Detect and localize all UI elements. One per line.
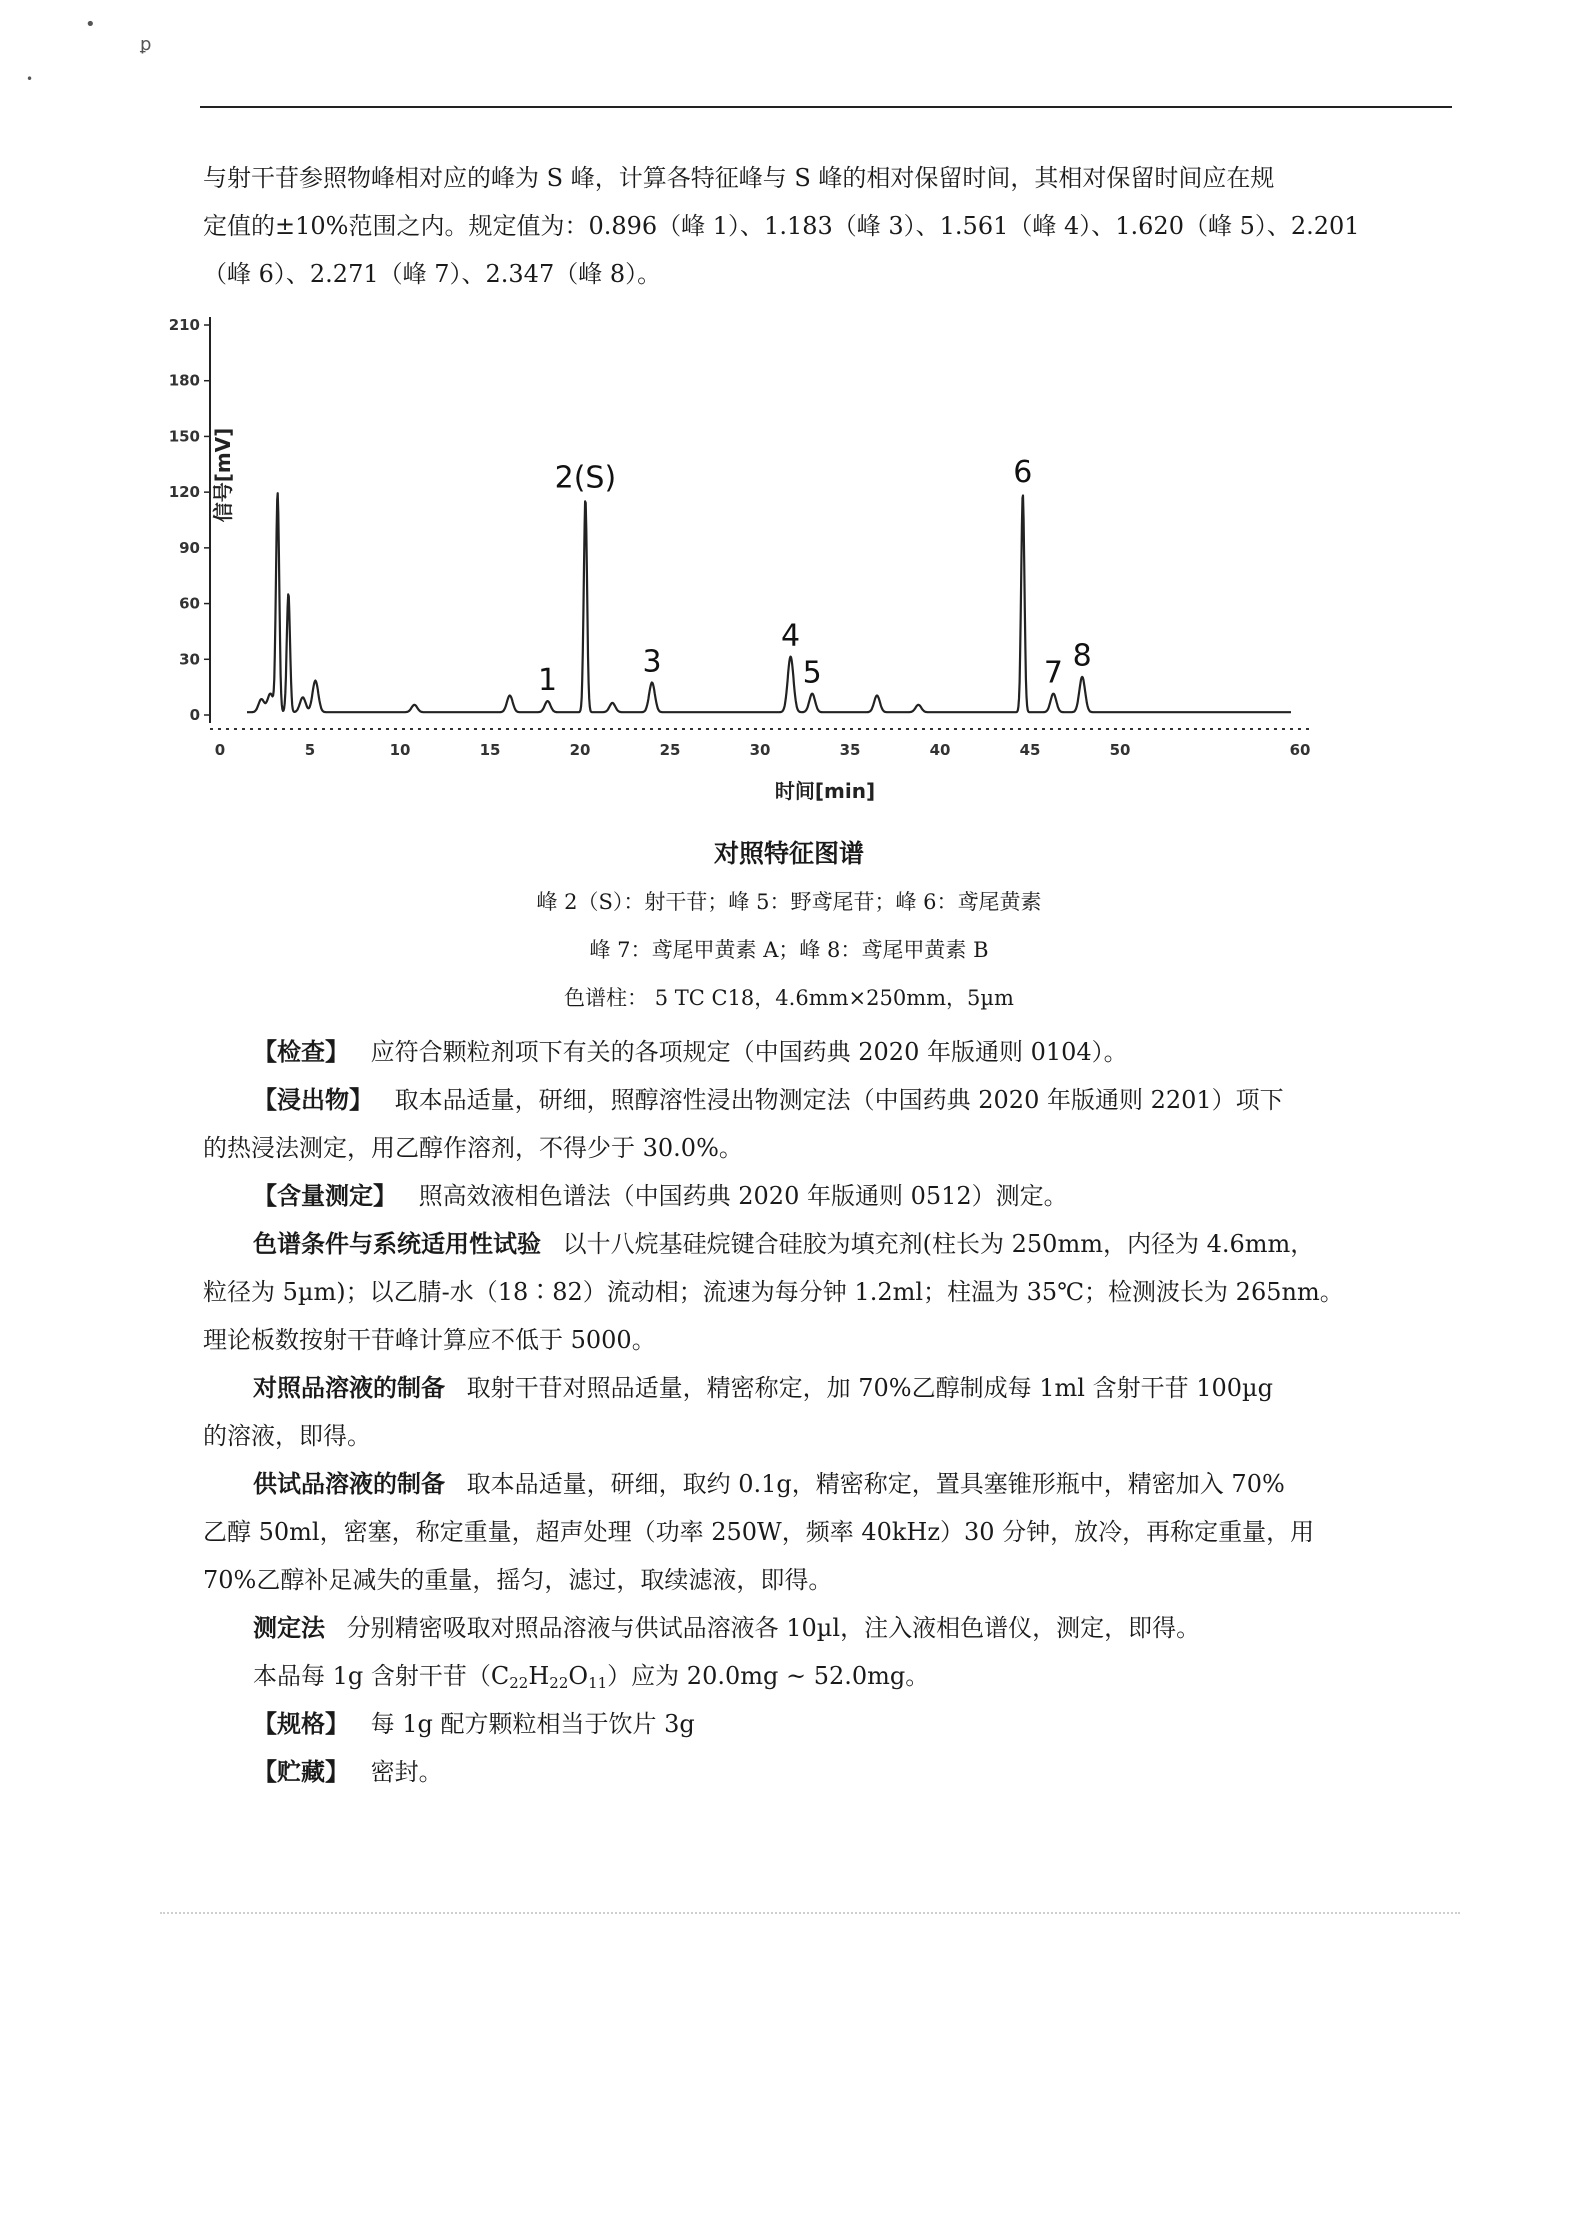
peak-label: 3 (642, 644, 662, 680)
peak-labels (538, 455, 1092, 698)
chrom-text: 以十八烷基硅烷键合硅胶为填充剂(柱长为 250mm，内径为 4.6mm， (562, 1230, 1315, 1258)
y-axis-ticks (169, 316, 210, 724)
intro-line: 定值的±10%范围之内。规定值为：0.896（峰 1）、1.183（峰 3）、1.561（峰 4）、1.620（峰 5）、2.201 (203, 212, 1360, 240)
x-axis-ticks (215, 741, 1311, 759)
scan-speck: ꝑ (140, 34, 152, 55)
content-text: 本品每 1g 含射干苷（C (253, 1662, 510, 1690)
scan-speck: • (85, 14, 96, 35)
x-tick-label: 15 (479, 741, 501, 759)
figure-caption-line: 峰 7：鸢尾甲黄素 A；峰 8：鸢尾甲黄素 B (589, 938, 989, 962)
check-heading: 【检查】 (253, 1038, 349, 1066)
body-sections (203, 1028, 1453, 1796)
y-tick-label: 150 (168, 427, 200, 446)
extract-text: 取本品适量，研细，照醇溶性浸出物测定法（中国药典 2020 年版通则 2201）项下 (394, 1086, 1284, 1114)
y-tick-label: 210 (168, 316, 200, 334)
chrom-text-cont: 粒径为 5µm)；以乙腈-水（18∶82）流动相；流速为每分钟 1.2ml；柱温为 35℃；检测波长为 265nm。 (203, 1278, 1344, 1306)
peak-label: 5 (802, 655, 822, 691)
test-text-cont: 乙醇 50ml，密塞，称定重量，超声处理（功率 250W，频率 40kHz）30 分钟，放冷，再称定重量，用 (203, 1518, 1315, 1546)
chart-axes (210, 317, 1310, 729)
peak-label: 7 (1043, 655, 1063, 691)
storage-text: 密封。 (370, 1758, 443, 1786)
x-tick-label: 60 (1289, 741, 1311, 759)
chrom-section (203, 1220, 1453, 1268)
test-text: 取本品适量，研细，取约 0.1g，精密称定，置具塞锥形瓶中，精密加入 70% (466, 1470, 1285, 1498)
y-tick-label: 90 (179, 538, 200, 557)
chrom-text-cont: 理论板数按射干苷峰计算应不低于 5000。 (203, 1326, 656, 1354)
ref-text-cont: 的溶液，即得。 (203, 1422, 371, 1450)
extract-text-cont: 的热浸法测定，用乙醇作溶剂，不得少于 30.0%。 (203, 1134, 743, 1162)
formula-element: O (568, 1662, 589, 1690)
intro-paragraph (203, 154, 1453, 298)
storage-section (203, 1748, 1453, 1796)
x-axis-label: 时间[min] (774, 779, 876, 803)
peak-label: 6 (1013, 454, 1033, 490)
method-section (203, 1604, 1453, 1652)
reference-chromatogram (168, 290, 1420, 830)
assay-text: 照高效液相色谱法（中国药典 2020 年版通则 0512）测定。 (418, 1182, 1068, 1210)
y-axis-label: 信号[mV] (211, 427, 235, 523)
scan-speck: • (26, 72, 34, 86)
assay-heading: 【含量测定】 (253, 1182, 397, 1210)
method-heading: 测定法 (253, 1614, 325, 1642)
method-text: 分别精密吸取对照品溶液与供试品溶液各 10µl，注入液相色谱仪，测定，即得。 (346, 1614, 1201, 1642)
chromatogram-trace (247, 493, 1291, 712)
formula-subscript: 22 (549, 1674, 569, 1692)
peak-label: 2(S) (554, 460, 617, 496)
x-tick-label: 0 (214, 741, 226, 759)
scan-artifact-line (160, 1912, 1460, 1914)
spec-heading: 【规格】 (253, 1710, 349, 1738)
figure-caption-line: 峰 2（S）：射干苷；峰 5：野鸢尾苷；峰 6：鸢尾黄素 (536, 890, 1042, 914)
check-section (203, 1028, 1453, 1076)
extract-section (203, 1076, 1453, 1124)
x-tick-label: 5 (304, 741, 316, 759)
x-tick-label: 30 (749, 741, 771, 759)
header-rule (200, 106, 1452, 108)
y-tick-label: 0 (189, 706, 200, 724)
peak-label: 1 (538, 662, 558, 698)
x-tick-label: 50 (1109, 741, 1131, 759)
x-tick-label: 40 (929, 741, 951, 759)
y-tick-label: 120 (168, 483, 200, 502)
test-text-cont: 70%乙醇补足减失的重量，摇匀，滤过，取续滤液，即得。 (203, 1566, 833, 1594)
check-text: 应符合颗粒剂项下有关的各项规定（中国药典 2020 年版通则 0104）。 (370, 1038, 1128, 1066)
figure-caption-line: 色谱柱： 5 TC C18，4.6mm×250mm，5µm (564, 986, 1014, 1010)
content-limit (203, 1652, 1453, 1700)
peak-label: 4 (781, 618, 801, 654)
test-section (203, 1460, 1453, 1508)
spec-text: 每 1g 配方颗粒相当于饮片 3g (370, 1710, 695, 1738)
y-tick-label: 30 (179, 650, 200, 669)
intro-line: （峰 6）、2.271（峰 7）、2.347（峰 8）。 (203, 260, 662, 288)
y-tick-label: 180 (168, 371, 200, 390)
x-tick-label: 35 (839, 741, 861, 759)
chrom-heading: 色谱条件与系统适用性试验 (253, 1230, 541, 1258)
content-text: ）应为 20.0mg ~ 52.0mg。 (607, 1662, 930, 1690)
figure-title: 对照特征图谱 (713, 839, 864, 868)
x-tick-label: 10 (389, 741, 411, 759)
peak-label: 8 (1072, 638, 1092, 674)
y-tick-label: 60 (179, 594, 200, 613)
extract-heading: 【浸出物】 (253, 1086, 373, 1114)
formula-element: H (528, 1662, 550, 1690)
intro-line: 与射干苷参照物峰相对应的峰为 S 峰，计算各特征峰与 S 峰的相对保留时间，其相对保留时间应在规 (203, 164, 1275, 192)
spec-section (203, 1700, 1453, 1748)
x-tick-label: 25 (659, 741, 681, 759)
ref-section (203, 1364, 1453, 1412)
formula-subscript: 11 (588, 1674, 608, 1692)
ref-text: 取射干苷对照品适量，精密称定，加 70%乙醇制成每 1ml 含射干苷 100µg (466, 1374, 1273, 1402)
x-tick-label: 45 (1019, 741, 1041, 759)
ref-heading: 对照品溶液的制备 (253, 1374, 445, 1402)
formula-subscript: 22 (509, 1674, 529, 1692)
test-heading: 供试品溶液的制备 (253, 1470, 445, 1498)
assay-section (203, 1172, 1453, 1220)
x-tick-label: 20 (569, 741, 591, 759)
storage-heading: 【贮藏】 (253, 1758, 349, 1786)
